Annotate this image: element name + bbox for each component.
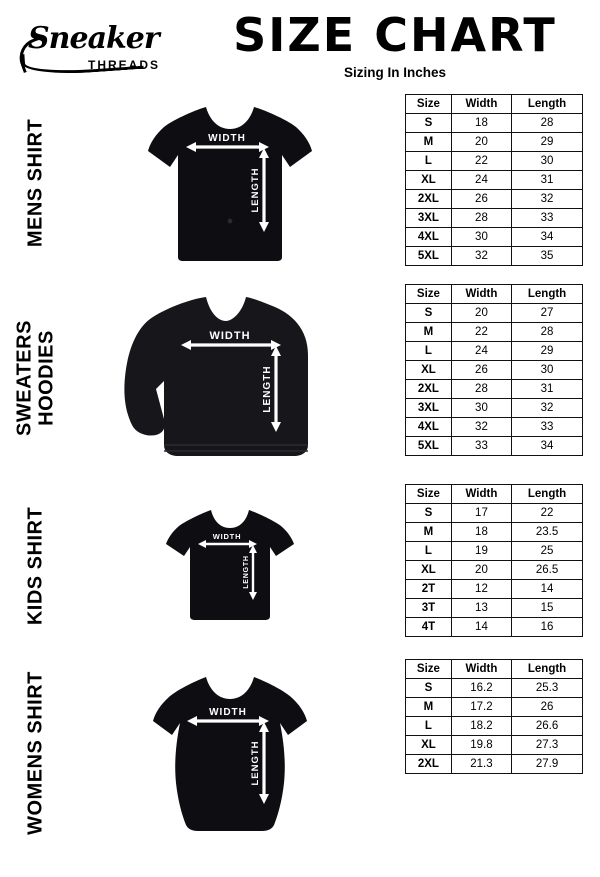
table-row — [406, 580, 583, 599]
table-row — [406, 380, 583, 399]
table-row — [406, 228, 583, 247]
cell-length: 26 — [512, 698, 583, 717]
cell-length: 30 — [512, 361, 583, 380]
cell-length: 30 — [512, 152, 583, 171]
cell-width: 28 — [451, 209, 511, 228]
cell-size: 3XL — [406, 399, 452, 418]
cell-width: 14 — [451, 618, 511, 637]
cell-length: 27.3 — [512, 736, 583, 755]
table-row — [406, 209, 583, 228]
page-header — [0, 0, 600, 88]
cell-size: 4T — [406, 618, 452, 637]
size-table-mens-wrap — [388, 88, 600, 278]
cell-width: 12 — [451, 580, 511, 599]
table-header-row — [406, 660, 583, 679]
cell-length: 27.9 — [512, 755, 583, 774]
size-table-kids — [405, 484, 583, 637]
cell-width: 24 — [451, 342, 511, 361]
cell-length: 23.5 — [512, 523, 583, 542]
cell-length: 32 — [512, 399, 583, 418]
cell-width: 32 — [451, 247, 511, 266]
section-mens-shirt — [0, 88, 600, 278]
cell-length: 29 — [512, 133, 583, 152]
col-length: Length — [512, 285, 583, 304]
col-width: Width — [451, 95, 511, 114]
cell-size: S — [406, 304, 452, 323]
cell-length: 28 — [512, 323, 583, 342]
size-table-mens — [405, 94, 583, 266]
table-row — [406, 504, 583, 523]
crewneck-sweater-icon — [72, 278, 388, 478]
svg-text:WIDTH: WIDTH — [212, 531, 242, 541]
table-row — [406, 114, 583, 133]
size-table-kids-wrap — [388, 478, 600, 653]
svg-text:LENGTH: LENGTH — [262, 365, 273, 413]
table-row — [406, 399, 583, 418]
table-row — [406, 755, 583, 774]
brand-tagline: THREADS — [88, 58, 161, 72]
cell-size: 3T — [406, 599, 452, 618]
section-label — [0, 478, 72, 653]
table-row — [406, 323, 583, 342]
cell-length: 33 — [512, 418, 583, 437]
page-title: SIZE CHART — [233, 8, 557, 62]
cell-size: 2XL — [406, 755, 452, 774]
table-row — [406, 437, 583, 456]
cell-size: L — [406, 152, 452, 171]
cell-width: 30 — [451, 228, 511, 247]
cell-length: 26.6 — [512, 717, 583, 736]
table-header-row — [406, 285, 583, 304]
svg-text:WIDTH: WIDTH — [208, 133, 246, 144]
section-sweaters-hoodies — [0, 278, 600, 478]
cell-length: 22 — [512, 504, 583, 523]
cell-size: 2XL — [406, 380, 452, 399]
cell-length: 26.5 — [512, 561, 583, 580]
cell-width: 18 — [451, 114, 511, 133]
table-row — [406, 717, 583, 736]
section-label-text: KIDS SHIRT — [24, 506, 47, 625]
section-label — [0, 278, 72, 478]
cell-size: XL — [406, 171, 452, 190]
cell-size: XL — [406, 561, 452, 580]
svg-text:WIDTH: WIDTH — [209, 330, 251, 342]
cell-length: 31 — [512, 380, 583, 399]
cell-length: 35 — [512, 247, 583, 266]
cell-width: 22 — [451, 323, 511, 342]
table-row — [406, 599, 583, 618]
brand-logo — [0, 8, 196, 80]
cell-size: M — [406, 523, 452, 542]
cell-width: 33 — [451, 437, 511, 456]
col-length: Length — [512, 95, 583, 114]
svg-text:WIDTH: WIDTH — [209, 707, 247, 718]
table-header-row — [406, 485, 583, 504]
section-label-text: SWEATERS HOODIES — [13, 320, 58, 436]
cell-length: 34 — [512, 437, 583, 456]
cell-width: 13 — [451, 599, 511, 618]
cell-width: 20 — [451, 304, 511, 323]
cell-size: L — [406, 342, 452, 361]
womens-tshirt-icon — [72, 653, 388, 853]
cell-length: 29 — [512, 342, 583, 361]
cell-length: 16 — [512, 618, 583, 637]
table-row — [406, 342, 583, 361]
section-label-text: WOMENS SHIRT — [24, 671, 47, 835]
cell-size: 4XL — [406, 228, 452, 247]
cell-width: 17 — [451, 504, 511, 523]
cell-size: 2T — [406, 580, 452, 599]
col-width: Width — [451, 485, 511, 504]
cell-size: S — [406, 114, 452, 133]
table-row — [406, 247, 583, 266]
cell-length: 14 — [512, 580, 583, 599]
table-row — [406, 698, 583, 717]
table-row — [406, 542, 583, 561]
cell-width: 26 — [451, 361, 511, 380]
cell-width: 21.3 — [451, 755, 511, 774]
cell-size: M — [406, 323, 452, 342]
cell-width: 20 — [451, 561, 511, 580]
cell-width: 24 — [451, 171, 511, 190]
cell-width: 28 — [451, 380, 511, 399]
table-row — [406, 523, 583, 542]
cell-size: 5XL — [406, 437, 452, 456]
cell-size: 2XL — [406, 190, 452, 209]
cell-size: 3XL — [406, 209, 452, 228]
cell-width: 17.2 — [451, 698, 511, 717]
section-womens-shirt — [0, 653, 600, 853]
cell-size: 4XL — [406, 418, 452, 437]
svg-text:LENGTH: LENGTH — [250, 167, 261, 213]
cell-width: 16.2 — [451, 679, 511, 698]
cell-length: 15 — [512, 599, 583, 618]
table-row — [406, 561, 583, 580]
cell-length: 31 — [512, 171, 583, 190]
kids-tshirt-icon — [72, 478, 388, 653]
section-kids-shirt — [0, 478, 600, 653]
col-width: Width — [451, 660, 511, 679]
cell-size: XL — [406, 361, 452, 380]
cell-width: 18 — [451, 523, 511, 542]
cell-length: 27 — [512, 304, 583, 323]
size-table-sweaters-wrap — [388, 278, 600, 478]
cell-width: 30 — [451, 399, 511, 418]
cell-length: 28 — [512, 114, 583, 133]
table-row — [406, 190, 583, 209]
cell-length: 25.3 — [512, 679, 583, 698]
cell-size: L — [406, 542, 452, 561]
table-row — [406, 152, 583, 171]
cell-size: M — [406, 133, 452, 152]
col-size: Size — [406, 485, 452, 504]
section-label — [0, 653, 72, 853]
cell-size: 5XL — [406, 247, 452, 266]
cell-width: 20 — [451, 133, 511, 152]
svg-text:LENGTH: LENGTH — [250, 740, 261, 786]
table-row — [406, 133, 583, 152]
svg-text:LENGTH: LENGTH — [243, 554, 250, 589]
table-row — [406, 361, 583, 380]
table-row — [406, 618, 583, 637]
cell-width: 19.8 — [451, 736, 511, 755]
cell-size: M — [406, 698, 452, 717]
col-size: Size — [406, 95, 452, 114]
cell-size: S — [406, 504, 452, 523]
col-width: Width — [451, 285, 511, 304]
cell-length: 25 — [512, 542, 583, 561]
page-subtitle: Sizing In Inches — [343, 64, 446, 80]
section-label-text: MENS SHIRT — [24, 118, 47, 248]
cell-width: 19 — [451, 542, 511, 561]
cell-width: 26 — [451, 190, 511, 209]
size-table-womens-wrap — [388, 653, 600, 853]
table-row — [406, 304, 583, 323]
col-length: Length — [512, 660, 583, 679]
cell-size: L — [406, 717, 452, 736]
cell-width: 32 — [451, 418, 511, 437]
cell-length: 32 — [512, 190, 583, 209]
col-size: Size — [406, 285, 452, 304]
cell-length: 34 — [512, 228, 583, 247]
cell-width: 18.2 — [451, 717, 511, 736]
col-size: Size — [406, 660, 452, 679]
cell-width: 22 — [451, 152, 511, 171]
section-label — [0, 88, 72, 278]
table-row — [406, 171, 583, 190]
mens-tshirt-icon — [72, 88, 388, 278]
table-header-row — [406, 95, 583, 114]
cell-length: 33 — [512, 209, 583, 228]
size-table-sweaters — [405, 284, 583, 456]
table-row — [406, 736, 583, 755]
table-row — [406, 418, 583, 437]
cell-size: XL — [406, 736, 452, 755]
brand-name: Sneaker — [28, 21, 159, 56]
size-table-womens — [405, 659, 583, 774]
col-length: Length — [512, 485, 583, 504]
table-row — [406, 679, 583, 698]
cell-size: S — [406, 679, 452, 698]
